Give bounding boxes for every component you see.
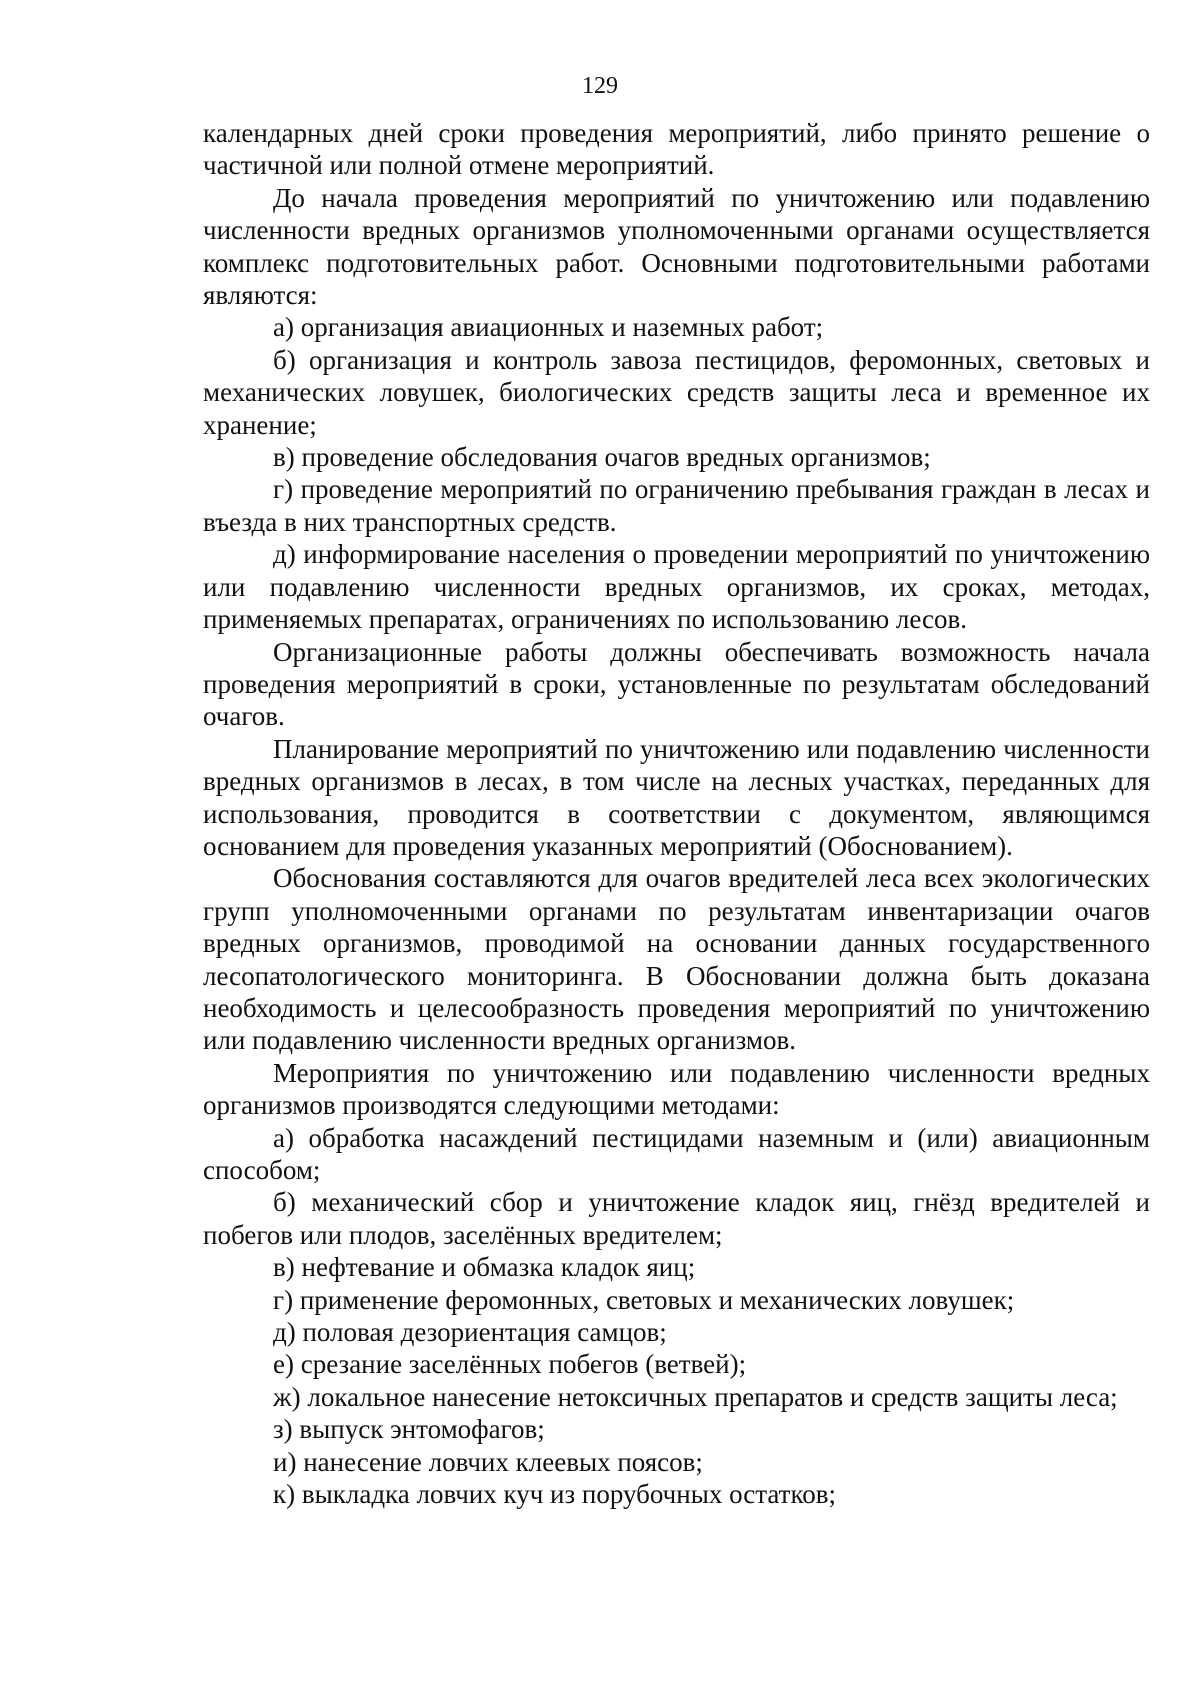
paragraph: календарных дней сроки проведения мероприятий, либо принято решение о частичной или полной отмене мероприятий. [203,118,1150,181]
paragraph: Организационные работы должны обеспечивать возможность начала проведения мероприятий в сроки, установленные по результатам обследований очагов. [203,636,1150,732]
list-item: б) механический сбор и уничтожение кладок яиц, гнёзд вредителей и побегов или плодов, заселённых вредителем; [203,1187,1150,1250]
paragraph: Мероприятия по уничтожению или подавлению численности вредных организмов производятся следующими методами: [203,1057,1150,1121]
list-item: ж) локальное нанесение нетоксичных препаратов и средств защиты леса; [273,1381,1118,1412]
paragraph: До начала проведения мероприятий по уничтожению или подавлению численности вредных организмов уполномоченными органами осуществляется комплекс подготовительных работ. Основными подготовительными работами являются: [203,182,1150,311]
list-item: е) срезание заселённых побегов (ветвей); [273,1349,747,1380]
list-item: а) обработка насаждений пестицидами наземным и (или) авиационным способом; [203,1122,1150,1185]
list-item: д) половая дезориентация самцов; [273,1317,667,1348]
document-body [203,117,1150,1510]
paragraph: Обоснования составляются для очагов вредителей леса всех экологических групп уполномоченными органами по результатам инвентаризации очагов вредных организмов, проводимой на основании данных государственного лесопатологического мониторинга. В Обосновании должна быть доказана необходимость и целесообразность проведения мероприятий по уничтожению или подавлению численности вредных организмов. [203,863,1150,1056]
list-item: г) применение феромонных, световых и механических ловушек; [273,1284,1015,1315]
list-item: к) выкладка ловчих куч из порубочных остатков; [273,1479,836,1510]
list-item: и) нанесение ловчих клеевых поясов; [273,1446,703,1477]
list-item: з) выпуск энтомофагов; [273,1414,545,1445]
page-number: 129 [582,73,618,99]
list-item: г) проведение мероприятий по ограничению пребывания граждан в лесах и въезда в них транспортных средств. [203,474,1150,537]
list-item: б) организация и контроль завоза пестицидов, феромонных, световых и механических ловушек, биологических средств защиты леса и временное их хранение; [203,344,1150,440]
list-item: а) организация авиационных и наземных работ; [273,312,824,343]
paragraph: Планирование мероприятий по уничтожению или подавлению численности вредных организмов в лесах, в том числе на лесных участках, переданных для использования, проводится в соответствии с документом, являющимся основанием для проведения указанных мероприятий (Обоснованием). [203,733,1150,861]
list-item: в) нефтевание и обмазка кладок яиц; [273,1252,696,1283]
list-item: д) информирование населения о проведении мероприятий по уничтожению или подавлению численности вредных организмов, их сроках, методах, применяемых препаратах, ограничениях по использованию лесов. [203,539,1150,635]
list-item: в) проведение обследования очагов вредных организмов; [273,442,931,473]
